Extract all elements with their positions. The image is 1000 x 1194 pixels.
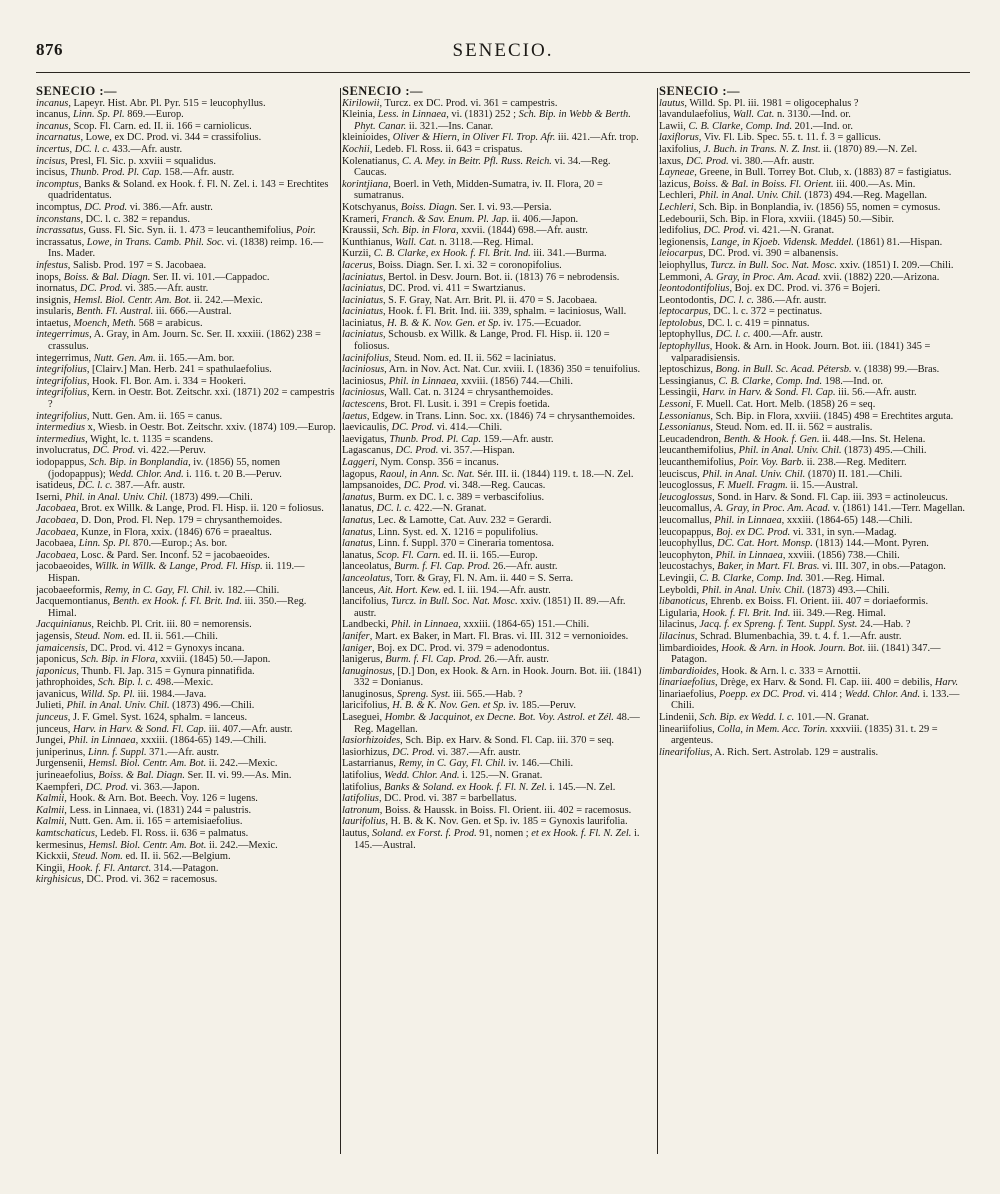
index-entry: lautus, Soland. ex Forst. f. Prod. 91, nomen ; et ex Hook. f. Fl. N. Zel. i. 145.—Austral.: [342, 828, 640, 851]
index-entry: lineariifolius, Colla, in Mem. Acc. Torin. xxxviii. (1835) 31. t. 29 = argenteus.: [659, 723, 938, 747]
index-entry: laciniatus, Schousb. ex Willk. & Lange, Prod. Fl. Hisp. ii. 120 = foliosus.: [342, 329, 610, 353]
index-entry: Kickxii, Steud. Nom. ed. II. ii. 562.—Belgium.: [36, 851, 231, 863]
index-entry: Lessonianus, Steud. Nom. ed. II. ii. 562 = australis.: [659, 422, 873, 434]
index-entry: leptoschizus, Bong. in Bull. Sc. Acad. Pétersb. v. (1838) 99.—Bras.: [659, 364, 940, 376]
index-entry: leucophyton, Phil. in Linnaea, xxviii. (1856) 738.—Chili.: [659, 549, 900, 561]
index-entry: Landbecki, Phil. in Linnaea, xxxiii. (1864-65) 151.—Chili.: [342, 619, 590, 631]
index-entry: laciniatus, DC. Prod. vi. 411 = Swartzianus.: [342, 283, 526, 295]
index-entry: incomptus, DC. Prod. vi. 386.—Afr. austr.: [36, 201, 213, 213]
index-entry: integerrimus, A. Gray, in Am. Journ. Sc. Ser. II. xxxiii. (1862) 238 = crassulus.: [36, 329, 321, 353]
index-entry: laniger, Boj. ex DC. Prod. vi. 379 = adenodontus.: [342, 642, 550, 654]
index-entry: junceus, Harv. in Harv. & Sond. Fl. Cap. iii. 407.—Afr. austr.: [36, 723, 293, 735]
index-entry: lanuginosus, Spreng. Syst. iii. 565.—Hab. ?: [342, 688, 523, 700]
index-entry: Lechleri, Sch. Bip. in Bonplandia, iv. (1856) 55, nomen = cymosus.: [659, 201, 941, 213]
index-entry: kermesinus, Hemsl. Biol. Centr. Am. Bot. ii. 242.—Mexic.: [36, 839, 278, 851]
index-entry: jacobaeoides, Willk. in Willk. & Lange, Prod. Fl. Hisp. ii. 119.—Hispan.: [36, 561, 305, 584]
index-entry: lanatus, Scop. Fl. Carn. ed. II. ii. 165.—Europ.: [342, 549, 538, 561]
index-entry: latifolius, DC. Prod. vi. 387 = barbellatus.: [342, 793, 517, 805]
column-heading: SENECIO :—: [659, 86, 741, 98]
index-entry: Kleinia, Less. in Linnaea, vi. (1831) 252 ; Sch. Bip. in Webb & Berth. Phyt. Canar. ii. 321.—Ins. Canar.: [342, 109, 631, 132]
index-entry: incrassatus, Guss. Fl. Sic. Syn. ii. 1. 473 = leucanthemifolius, Poir.: [36, 225, 316, 237]
index-entry: Jungei, Phil. in Linnaea, xxxiii. (1864-65) 149.—Chili.: [36, 735, 267, 747]
index-entry: incanus, Scop. Fl. Carn. ed. II. ii. 166 = carniolicus.: [36, 120, 252, 132]
index-entry: incomptus, Banks & Soland. ex Hook. f. Fl. N. Zel. i. 143 = Erechtites quadridentatus.: [36, 178, 329, 202]
index-entry: latronum, Boiss. & Haussk. in Boiss. Fl. Orient. iii. 402 = racemosus.: [342, 804, 632, 816]
index-entry: lanatus, Lec. & Lamotte, Cat. Auv. 232 = Gerardi.: [342, 514, 552, 526]
index-entry: laxifolius, J. Buch. in Trans. N. Z. Inst. ii. (1870) 89.—N. Zel.: [659, 143, 918, 155]
index-entry: Kaempferi, DC. Prod. vi. 363.—Japon.: [36, 781, 200, 793]
index-entry: incanus, Lapeyr. Hist. Abr. Pl. Pyr. 515 = leucophyllus.: [36, 97, 266, 109]
index-entry: laciniatus, Bertol. in Desv. Journ. Bot. ii. (1813) 76 = nebrodensis.: [342, 271, 620, 283]
index-entry: involucratus, DC. Prod. vi. 422.—Peruv.: [36, 445, 206, 457]
index-entry: Lessingianus, C. B. Clarke, Comp. Ind. 198.—Ind. or.: [659, 375, 883, 387]
index-entry: kamtschaticus, Ledeb. Fl. Ross. ii. 636 = palmatus.: [36, 828, 249, 839]
index-entry: Lemmoni, A. Gray, in Proc. Am. Acad. xvii. (1882) 220.—Arizona.: [659, 271, 940, 283]
index-entry: integrifolius, [Clairv.] Man. Herb. 241 = spathulaefolius.: [36, 364, 272, 376]
index-entry: lanceolatus, Torr. & Gray, Fl. N. Am. ii. 440 = S. Serra.: [342, 572, 574, 584]
index-entry: leucoglossus, Sond. in Harv. & Sond. Fl. Cap. iii. 393 = actinoleucus.: [659, 491, 948, 503]
index-entry: japonicus, Sch. Bip. in Flora, xxviii. (1845) 50.—Japon.: [36, 654, 271, 666]
index-entry: Jacobaea, Brot. ex Willk. & Lange, Prod. Fl. Hisp. ii. 120 = foliosus.: [36, 503, 324, 515]
page-header: [36, 40, 970, 70]
index-entry: jacobaeeformis, Remy, in C. Gay, Fl. Chil. iv. 182.—Chili.: [36, 584, 280, 596]
index-entry: Kochii, Ledeb. Fl. Ross. ii. 643 = crispatus.: [342, 143, 523, 155]
index-entry: lautus, Willd. Sp. Pl. iii. 1981 = oligocephalus ?: [659, 97, 859, 109]
index-entry: lavandulaefolius, Wall. Cat. n. 3130.—Ind. or.: [659, 109, 851, 121]
index-entry: laciniatus, Hook. f. Fl. Brit. Ind. iii. 339, sphalm. = laciniosus, Wall.: [342, 306, 627, 318]
index-entry: linearifolius, A. Rich. Sert. Astrolab. 129 = australis.: [659, 746, 879, 758]
index-entry: junceus, J. F. Gmel. Syst. 1624, sphalm. = lanceus.: [36, 712, 248, 724]
index-entry: leucoglossus, F. Muell. Fragm. ii. 15.—Austral.: [659, 480, 858, 492]
index-entry: laevicaulis, DC. Prod. vi. 414.—Chili.: [342, 422, 503, 434]
index-entry: leiophyllus, Turcz. in Bull. Soc. Nat. Mosc. xxiv. (1851) I. 209.—Chili.: [659, 259, 954, 271]
index-entry: Jacquinianus, Reichb. Pl. Crit. iii. 80 = nemorensis.: [36, 619, 252, 631]
index-entry: intermedius x, Wiesb. in Oestr. Bot. Zeitschr. xxiv. (1874) 109.—Europ.: [36, 422, 336, 434]
index-entry: jamaicensis, DC. Prod. vi. 412 = Gynoxys incana.: [36, 642, 245, 654]
index-entry: leptocarpus, DC. l. c. 372 = pectinatus.: [659, 306, 823, 318]
index-entry: laciniatus, S. F. Gray, Nat. Arr. Brit. Pl. ii. 470 = S. Jacobaea.: [342, 294, 598, 306]
index-entry: Jacobaea, Losc. & Pard. Ser. Inconf. 52 = jacobaeoides.: [36, 549, 270, 561]
index-entry: Lessoni, F. Muell. Cat. Hort. Melb. (1858) 26 = seq.: [659, 399, 876, 411]
index-entry: lancifolius, Turcz. in Bull. Soc. Nat. Mosc. xxiv. (1851) II. 89.—Afr. austr.: [342, 596, 626, 619]
index-entry: japonicus, Thunb. Fl. Jap. 315 = Gynura pinnatifida.: [36, 665, 255, 677]
index-entry: leptophyllus, DC. l. c. 400.—Afr. austr.: [659, 329, 823, 341]
index-entry: lanigerus, Burm. f. Fl. Cap. Prod. 26.—Afr. austr.: [342, 654, 549, 666]
index-entry: Kraussii, Sch. Bip. in Flora, xxvii. (1844) 698.—Afr. austr.: [342, 225, 588, 237]
index-entry: inops, Boiss. & Bal. Diagn. Ser. II. vi. 101.—Cappadoc.: [36, 271, 270, 283]
index-entry: Lessonianus, Sch. Bip. in Flora, xxviii. (1845) 498 = Erechtites arguta.: [659, 410, 954, 422]
index-entry: Levingii, C. B. Clarke, Comp. Ind. 301.—Reg. Himal.: [659, 572, 885, 584]
index-entry: laciniosus, Wall. Cat. n. 3124 = chrysanthemoides.: [342, 387, 554, 399]
index-entry: lanatus, Linn. Syst. ed. X. 1216 = populifolius.: [342, 526, 539, 538]
index-entry: Kotschyanus, Boiss. Diagn. Ser. I. vi. 93.—Persia.: [342, 201, 552, 213]
index-entry: iodopappus, Sch. Bip. in Bonplandia, iv. (1856) 55, nomen (jodopappus); Wedd. Chlor. And. i. 116. t. 20 B.—Peruv.: [36, 457, 282, 480]
index-entry: lazicus, Boiss. & Bal. in Boiss. Fl. Orient. iii. 400.—As. Min.: [659, 178, 916, 190]
index-entry: Lagascanus, DC. Prod. vi. 357.—Hispan.: [342, 445, 515, 457]
index-entry: lanceolatus, Burm. f. Fl. Cap. Prod. 26.—Afr. austr.: [342, 561, 558, 573]
index-entry: laevigatus, Thunb. Prod. Pl. Cap. 159.—Afr. austr.: [342, 433, 554, 445]
index-entry: Kalmii, Less. in Linnaea, vi. (1831) 244 = palustris.: [36, 804, 252, 816]
index-entry: Julieti, Phil. in Anal. Univ. Chil. (1873) 496.—Chili.: [36, 700, 255, 712]
index-entry: leucanthemifolius, Phil. in Anal. Univ. Chil. (1873) 495.—Chili.: [659, 445, 927, 457]
index-entry: insignis, Hemsl. Biol. Centr. Am. Bot. ii. 242.—Mexic.: [36, 294, 263, 306]
index-entry: lanifer, Mart. ex Baker, in Mart. Fl. Bras. vi. III. 312 = vernonioides.: [342, 630, 629, 642]
index-entry: incrassatus, Lowe, in Trans. Camb. Phil. Soc. vi. (1838) reimp. 16.—Ins. Mader.: [36, 236, 324, 260]
index-entry: incanus, Linn. Sp. Pl. 869.—Europ.: [36, 109, 184, 121]
index-entry: Lessingii, Harv. in Harv. & Sond. Fl. Cap. iii. 56.—Afr. austr.: [659, 387, 917, 399]
index-entry: lacinifolius, Steud. Nom. ed. II. ii. 562 = laciniatus.: [342, 352, 556, 364]
index-entry: inconstans, DC. l. c. 382 = repandus.: [36, 213, 190, 225]
index-entry: leontodontifolius, Boj. ex DC. Prod. vi. 376 = Bojeri.: [659, 283, 881, 295]
index-entry: leucophyllus, DC. Cat. Hort. Monsp. (1813) 144.—Mont. Pyren.: [659, 538, 929, 550]
index-entry: leuciscus, Phil. in Anal. Univ. Chil. (1870) II. 181.—Chili.: [659, 468, 903, 480]
header-rule: [36, 72, 970, 73]
index-entry: lanatus, Burm. ex DC. l. c. 389 = verbascifolius.: [342, 491, 545, 503]
index-entry: integrifolius, Nutt. Gen. Am. ii. 165 = canus.: [36, 410, 223, 422]
index-entry: linariaefolius, Drège, ex Harv. & Sond. Fl. Cap. iii. 400 = debilis, Harv.: [659, 677, 959, 689]
index-entry: linariaefolius, Poepp. ex DC. Prod. vi. 414 ; Wedd. Chlor. And. i. 133.—Chili.: [659, 688, 960, 712]
index-entry: jagensis, Steud. Nom. ed. II. ii. 561.—Chili.: [36, 630, 218, 642]
index-entry: lasiorhizoides, Sch. Bip. ex Harv. & Sond. Fl. Cap. iii. 370 = seq.: [342, 735, 614, 747]
column-heading: SENECIO :—: [342, 86, 424, 98]
index-entry: kirghisicus, DC. Prod. vi. 362 = racemosus.: [36, 874, 218, 886]
index-entry: Kalmii, Hook. & Arn. Bot. Beech. Voy. 126 = lugens.: [36, 793, 258, 805]
index-entry: latifolius, Banks & Soland. ex Hook. f. Fl. N. Zel. i. 145.—N. Zel.: [342, 781, 616, 793]
index-entry: incisus, Thunb. Prod. Pl. Cap. 158.—Afr. austr.: [36, 167, 235, 179]
index-entry: Leontodontis, DC. l. c. 386.—Afr. austr.: [659, 294, 827, 306]
columns: [36, 86, 970, 1154]
index-entry: lilacinus, Schrad. Blumenbachia, 39. t. 4. f. 1.—Afr. austr.: [659, 630, 902, 642]
index-entry: lampsanoides, DC. Prod. vi. 348.—Reg. Caucas.: [342, 480, 546, 492]
index-entry: incertus, DC. l. c. 433.—Afr. austr.: [36, 143, 183, 155]
index-entry: lactescens, Brot. Fl. Lusit. i. 391 = Crepis foetida.: [342, 399, 550, 411]
index-entry: Jurgensenii, Hemsl. Biol. Centr. Am. Bot. ii. 242.—Mexic.: [36, 758, 278, 770]
index-entry: laurifolius, H. B. & K. Nov. Gen. et Sp. iv. 185 = Gynoxis laurifolia.: [342, 816, 628, 828]
page-number: 876: [36, 40, 63, 59]
index-entry: Kingii, Hook. f. Fl. Antarct. 314.—Patagon.: [36, 862, 219, 874]
index-entry: latifolius, Wedd. Chlor. And. i. 125.—N. Granat.: [342, 770, 543, 782]
index-entry: laciniosus, Phil. in Linnaea, xxviii. (1856) 744.—Chili.: [342, 375, 573, 387]
index-entry: lasiorhizus, DC. Prod. vi. 387.—Afr. austr.: [342, 746, 521, 758]
index-entry: incarnatus, Lowe, ex DC. Prod. vi. 344 = crassifolius.: [36, 132, 262, 144]
index-entry: Krameri, Franch. & Sav. Enum. Pl. Jap. ii. 406.—Japon.: [342, 213, 579, 225]
index-entry: isatideus, DC. l. c. 387.—Afr. austr.: [36, 480, 185, 492]
index-entry: integrifolius, Kern. in Oestr. Bot. Zeitschr. xxi. (1871) 202 = campestris ?: [36, 387, 335, 411]
index-entry: limbardioides, Hook. & Arn. in Hook. Journ. Bot. iii. (1841) 347.—Patagon.: [659, 642, 941, 666]
index-entry: Jacobaea, Kunze, in Flora, xxix. (1846) 676 = praealtus.: [36, 526, 272, 538]
index-entry: laetus, Edgew. in Trans. Linn. Soc. xx. (1846) 74 = chrysanthemoides.: [342, 410, 635, 422]
index-entry: leucopappus, Boj. ex DC. Prod. vi. 331, in syn.—Madag.: [659, 526, 897, 538]
index-entry: incisus, Presl, Fl. Sic. p. xxviii = squalidus.: [36, 155, 216, 167]
index-entry: Lechleri, Phil. in Anal. Univ. Chil. (1873) 494.—Reg. Magellan.: [659, 190, 928, 202]
index-entry: jurineaefolius, Boiss. & Bal. Diagn. Ser. II. vi. 99.—As. Min.: [36, 770, 292, 782]
index-entry: Leucadendron, Benth. & Hook. f. Gen. ii. 448.—Ins. St. Helena.: [659, 433, 926, 445]
column-1: [36, 86, 336, 1154]
index-entry: lanuginosus, [D.] Don, ex Hook. & Arn. in Hook. Journ. Bot. iii. (1841) 332 = Donianus.: [342, 665, 642, 689]
column-heading: SENECIO :—: [36, 86, 118, 98]
index-entry: integerrimus, Nutt. Gen. Am. ii. 165.—Am. bor.: [36, 352, 235, 364]
index-entry: javanicus, Willd. Sp. Pl. iii. 1984.—Java.: [36, 688, 207, 700]
index-entry: integrifolius, Hook. Fl. Bor. Am. i. 334 = Hookeri.: [36, 375, 246, 387]
index-entry: insularis, Benth. Fl. Austral. iii. 666.—Austral.: [36, 306, 232, 318]
index-entry: lagopus, Raoul, in Ann. Sc. Nat. Sér. III. ii. (1844) 119. t. 18.—N. Zel.: [342, 468, 634, 480]
index-entry: inornatus, DC. Prod. vi. 385.—Afr. austr.: [36, 283, 209, 295]
index-entry: Kalmii, Nutt. Gen. Am. ii. 165 = artemisiaefolius.: [36, 816, 243, 828]
index-entry: intaetus, Moench, Meth. 568 = arabicus.: [36, 317, 203, 329]
column-2: [342, 86, 642, 1154]
index-entry: laxiflorus, Viv. Fl. Lib. Spec. 55. t. 11. f. 3 = gallicus.: [659, 132, 881, 144]
index-entry: Lawii, C. B. Clarke, Comp. Ind. 201.—Ind. or.: [659, 120, 853, 132]
index-entry: Iserni, Phil. in Anal. Univ. Chil. (1873) 499.—Chili.: [36, 491, 253, 503]
index-entry: Laggeri, Nym. Consp. 356 = incanus.: [342, 457, 499, 468]
column-3: [659, 86, 970, 1154]
index-entry: leucomallus, Phil. in Linnaea, xxxiii. (1864-65) 148.—Chili.: [659, 514, 913, 526]
index-entry: Lastarrianus, Remy, in C. Gay, Fl. Chil. iv. 146.—Chili.: [342, 758, 574, 770]
index-entry: Ligularia, Hook. f. Fl. Brit. Ind. iii. 349.—Reg. Himal.: [659, 607, 886, 619]
index-entry: Kirilowii, Turcz. ex DC. Prod. vi. 361 = campestris.: [342, 97, 558, 109]
index-entry: juniperinus, Linn. f. Suppl. 371.—Afr. austr.: [36, 746, 220, 758]
index-entry: Jacquemontianus, Benth. ex Hook. f. Fl. Brit. Ind. iii. 350.—Reg. Himal.: [36, 596, 307, 619]
index-entry: leptophyllus, Hook. & Arn. in Hook. Journ. Bot. iii. (1841) 345 = valparadisiensis.: [659, 341, 931, 364]
index-entry: Leyboldi, Phil. in Anal. Univ. Chil. (1873) 493.—Chili.: [659, 584, 890, 596]
index-entry: infestus, Salisb. Prod. 197 = S. Jacobaea.: [36, 259, 207, 271]
index-entry: Layneae, Greene, in Bull. Torrey Bot. Club, x. (1883) 87 = fastigiatus.: [659, 167, 952, 179]
index-entry: leptolobus, DC. l. c. 419 = pinnatus.: [659, 317, 810, 329]
index-entry: Lindenii, Sch. Bip. ex Wedd. l. c. 101.—N. Granat.: [659, 712, 869, 724]
index-entry: laciniosus, Arn. in Nov. Act. Nat. Cur. xviii. I. (1836) 350 = tenuifolius.: [342, 364, 641, 376]
index-entry: legionensis, Lange, in Kjoeb. Vidensk. Meddel. (1861) 81.—Hispan.: [659, 236, 943, 248]
index-entry: Jacobaea, Linn. Sp. Pl. 870.—Europ.; As. bor.: [36, 538, 228, 550]
running-head: SENECIO.: [452, 40, 554, 61]
index-entry: korintjiana, Boerl. in Veth, Midden-Sumatra, iv. II. Flora, 20 = sumatranus.: [342, 178, 603, 202]
index-entry: laxus, DC. Prod. vi. 380.—Afr. austr.: [659, 155, 815, 167]
index-entry: Kolenatianus, C. A. Mey. in Beitr. Pfl. Russ. Reich. vi. 34.—Reg. Caucas.: [342, 155, 611, 179]
index-entry: leucanthemifolius, Poir. Voy. Barb. ii. 238.—Reg. Mediterr.: [659, 457, 907, 468]
index-entry: ledifolius, DC. Prod. vi. 421.—N. Granat.: [659, 225, 835, 237]
index-entry: limbardioides, Hook. & Arn. l. c. 333 = Arnottii.: [659, 665, 861, 677]
index-entry: lilacinus, Jacq. f. ex Spreng. f. Tent. Suppl. Syst. 24.—Hab. ?: [659, 619, 911, 631]
index-entry: lacerus, Boiss. Diagn. Ser. I. xi. 32 = coronopifolius.: [342, 259, 562, 271]
index-entry: Laseguei, Hombr. & Jacquinot, ex Decne. Bot. Voy. Astrol. et Zél. 48.—Reg. Magellan.: [342, 712, 640, 735]
index-entry: leiocarpus, DC. Prod. vi. 390 = albanensis.: [659, 248, 839, 260]
index-entry: Ledebourii, Sch. Bip. in Flora, xxviii. (1845) 50.—Sibir.: [659, 213, 894, 225]
index-entry: lanceus, Ait. Hort. Kew. ed. I. iii. 194.—Afr. austr.: [342, 584, 551, 596]
index-entry: laciniatus, H. B. & K. Nov. Gen. et Sp. iv. 175.—Ecuador.: [342, 317, 582, 329]
index-entry: Jacobaea, D. Don, Prod. Fl. Nep. 179 = chrysanthemoides.: [36, 514, 283, 526]
index-entry: Kurzii, C. B. Clarke, ex Hook. f. Fl. Brit. Ind. iii. 341.—Burma.: [342, 248, 607, 260]
index-entry: intermedius, Wight, lc. t. 1135 = scandens.: [36, 433, 214, 445]
index-entry: kleinioides, Oliver & Hiern, in Oliver Fl. Trop. Afr. iii. 421.—Afr. trop.: [342, 132, 639, 144]
index-entry: libanoticus, Ehrenb. ex Boiss. Fl. Orient. iii. 407 = doriaeformis.: [659, 596, 929, 608]
index-entry: lanatus, Linn. f. Suppl. 370 = Cineraria tomentosa.: [342, 538, 554, 550]
index-entry: Kunthianus, Wall. Cat. n. 3118.—Reg. Himal.: [342, 236, 534, 248]
index-entry: laricifolius, H. B. & K. Nov. Gen. et Sp. iv. 185.—Peruv.: [342, 700, 576, 712]
index-entry: leucostachys, Baker, in Mart. Fl. Bras. vi. III. 307, in obs.—Patagon.: [659, 561, 946, 573]
index-entry: lanatus, DC. l. c. 422.—N. Granat.: [342, 503, 487, 515]
index-entry: jathrophoides, Sch. Bip. l. c. 498.—Mexic.: [36, 677, 214, 689]
index-entry: leucomallus, A. Gray, in Proc. Am. Acad. v. (1861) 141.—Terr. Magellan.: [659, 503, 966, 515]
